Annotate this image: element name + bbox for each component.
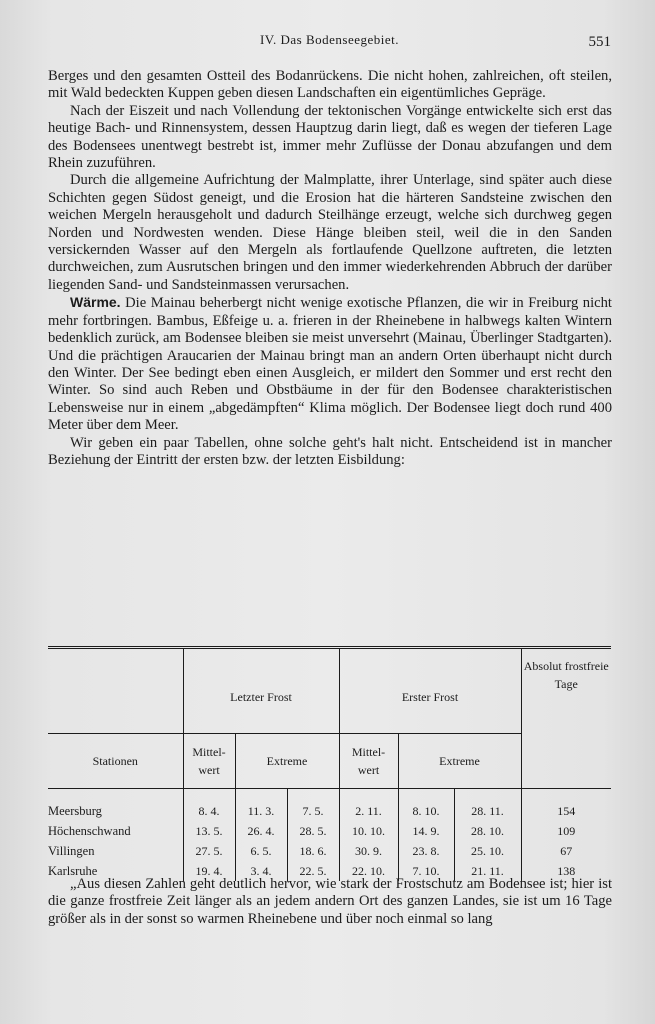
table-header-row-1 [48,648,611,734]
closing-text [48,876,612,928]
first-frost-extreme-late: 28. 11. [454,789,521,822]
last-frost-extreme-late: 22. 5. [287,861,339,881]
frost-free-days: 154 [521,789,611,822]
last-frost-extreme-late: 7. 5. [287,789,339,822]
first-frost-extreme-early: 8. 10. [398,789,454,822]
first-frost-extreme-late: 21. 11. [454,861,521,881]
header-first-frost: Erster Frost [339,648,521,734]
paragraph-1: Berges und den gesamten Ostteil des Bodanrückens. Die nicht hohen, zahlreichen, oft steilen, mit Wald bedeckten Kuppen geben diesen Landschaften ein eigentümliches Gepräge. [48,68,612,102]
last-frost-extreme-early: 26. 4. [235,821,287,841]
first-frost-mean: 10. 10. [339,821,398,841]
last-frost-extreme-late: 18. 6. [287,841,339,861]
first-frost-mean: 2. 11. [339,789,398,822]
section-heading-waerme: Wärme. [70,294,121,311]
body-text [48,68,612,469]
frost-free-days: 109 [521,821,611,841]
station-name: Meersburg [48,803,102,818]
frost-table [48,646,611,881]
last-frost-extreme-early: 3. 4. [235,861,287,881]
paragraph-4 [48,294,612,434]
station-name: Karlsruhe [48,863,98,878]
paragraph-3: Durch die allgemeine Aufrichtung der Malmplatte, ihrer Unterlage, sind später auch diese Schichten gegen Südost geneigt, und die Erosion hat die härteren Sandsteine zwischen den weichen Mergeln herausgeholt und dadurch Steilhänge erzeugt, welche sich durchweg gegen Norden und Nordwesten wenden. Diese Hänge bleiben steil, weil die in den Sanden versickernden Wasser auf den Mergeln als fortlaufende Quellzone auftreten, die letzten durchweichen, zum Ausrutschen bringen und den immer wiederkehrenden Abbruch der darüber liegenden Sand- und Sandsteinmassen verursachen. [48,172,612,293]
first-frost-mean: 22. 10. [339,861,398,881]
page-number: 551 [588,34,611,50]
header-first-mean: Mittel-wert [339,734,398,789]
paragraph-5: Wir geben ein paar Tabellen, ohne solche geht's halt nicht. Entscheidend ist in mancher Beziehung der Eintritt der ersten bzw. der letzten Eisbildung: [48,434,612,468]
header-stations: Stationen [48,734,183,789]
last-frost-mean: 13. 5. [183,821,235,841]
running-title: IV. Das Bodenseegebiet. [259,32,400,47]
first-frost-extreme-early: 14. 9. [398,821,454,841]
header-last-mean: Mittel-wert [183,734,235,789]
station-name: Höchenschwand [48,823,131,838]
header-last-extremes: Extreme [235,734,339,789]
header-frost-free-days: Absolut frostfreie Tage [521,648,611,789]
last-frost-mean: 19. 4. [183,861,235,881]
last-frost-mean: 27. 5. [183,841,235,861]
first-frost-mean: 30. 9. [339,841,398,861]
first-frost-extreme-late: 25. 10. [454,841,521,861]
paragraph-6: „Aus diesen Zahlen geht deutlich hervor, wie stark der Frostschutz am Bodensee ist; hier ist die ganze frostfreie Zeit länger als an jedem andern Ort des ganzen Landes, sie ist um 16 Tage größer als in der sonst so warmen Rheinebene und über noch einmal so lang [48,876,612,927]
table-row [48,789,611,822]
first-frost-extreme-early: 23. 8. [398,841,454,861]
frost-free-days: 138 [521,861,611,881]
paragraph-4-text: Die Mainau beherbergt nicht wenige exotische Pflanzen, die wir in Freiburg nicht mehr fortbringen. Bambus, Eßfeige u. a. frieren in der Rheinebene in halbwegs kalten Wintern bedenklich zurück, am Bodensee bleiben sie meist unversehrt (Mainau, Überlinger Stadtgarten). Und die prächtigen Araucarien der Mainau bringt man an andern Orten überhaupt nicht durch den Winter. Der See bedingt eben einen Ausgleich, er mildert den Sommer und erst recht den Winter. So sind auch Reben und Obstbäume in der für den Bodensee charakteristischen Lebensweise nur in einem „abgedämpften“ Klima möglich. Der Bodensee liegt doch rund 400 Meter über dem Meer. [48,295,612,434]
last-frost-extreme-late: 28. 5. [287,821,339,841]
table-row [48,841,611,861]
first-frost-extreme-late: 28. 10. [454,821,521,841]
frost-table-wrapper [48,646,611,881]
frost-free-days: 67 [521,841,611,861]
last-frost-extreme-early: 6. 5. [235,841,287,861]
table-row [48,821,611,841]
page-header [48,32,611,52]
station-name: Villingen [48,843,95,858]
first-frost-extreme-early: 7. 10. [398,861,454,881]
last-frost-extreme-early: 11. 3. [235,789,287,822]
header-last-frost: Letzter Frost [183,648,339,734]
last-frost-mean: 8. 4. [183,789,235,822]
header-blank [48,648,183,734]
header-first-extremes: Extreme [398,734,521,789]
paragraph-2: Nach der Eiszeit und nach Vollendung der tektonischen Vorgänge entwickelte sich erst das heutige Bach- und Rinnensystem, dessen Hauptzug darin liegt, daß es wegen der tieferen Lage des Bodensees unentwegt bestrebt ist, immer mehr Zuflüsse der Donau abzufangen und dem Rhein zuzuführen. [48,102,612,172]
